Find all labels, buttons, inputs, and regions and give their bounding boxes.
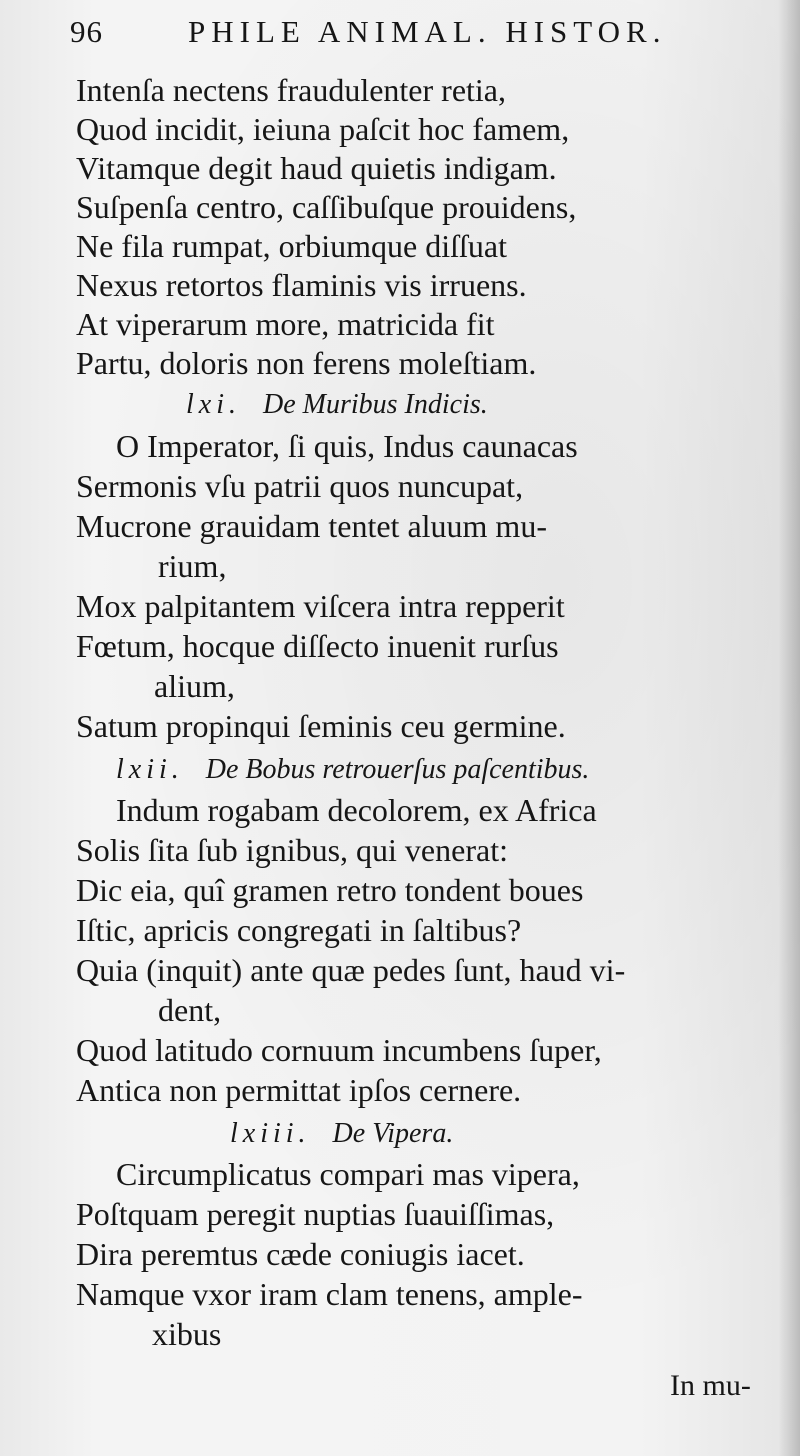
section-title: De Muribus Indicis. [263, 389, 488, 420]
verse-line: At viperarum more, matricida fit [76, 306, 495, 342]
section-number: lxiii. [230, 1118, 311, 1149]
verse-line: Ne fila rumpat, orbiumque diſſuat [76, 228, 507, 264]
verse-line: Indum rogabam decolorem, ex Africa [116, 792, 597, 828]
running-head: PHILE ANIMAL. HISTOR. [188, 14, 667, 49]
verse-line: Quod incidit, ieiuna paſcit hoc famem, [76, 111, 570, 147]
verse-line: Satum propinqui ſeminis ceu germine. [76, 708, 566, 744]
section-heading [116, 750, 589, 790]
verse-line: Poſtquam peregit nuptias ſuauiſſimas, [76, 1196, 555, 1232]
verse-line: Dira peremtus cæde coniugis iacet. [76, 1236, 525, 1272]
verse-line: Nexus retortos flaminis vis irruens. [76, 267, 527, 303]
verse-line: rium, [158, 548, 227, 584]
section-number: lxii. [116, 754, 184, 785]
section-heading [186, 385, 488, 425]
verse-line: Circumplicatus compari mas vipera, [116, 1156, 580, 1192]
verse-line: xibus [152, 1316, 222, 1352]
verse-line: Dic eia, quî gramen retro tondent boues [76, 872, 584, 908]
verse-line: Intenſa nectens fraudulenter retia, [76, 72, 506, 108]
verse-line: alium, [154, 668, 235, 704]
verse-line: Iſtic, apricis congregati in ſaltibus? [76, 912, 522, 948]
page-edge-shadow [778, 0, 800, 1456]
verse-line: Namque vxor iram clam tenens, ample- [76, 1276, 583, 1312]
section-title: De Vipera. [332, 1118, 454, 1149]
verse-line: dent, [158, 992, 222, 1028]
verse-line: Suſpenſa centro, caſſibuſque prouidens, [76, 189, 577, 225]
verse-line: Solis ſita ſub ignibus, qui venerat: [76, 832, 508, 868]
section-title: De Bobus retrouerſus paſcentibus. [205, 754, 590, 785]
verse-line: Quod latitudo cornuum incumbens ſuper, [76, 1032, 602, 1068]
verse-line: Mox palpitantem viſcera intra repperit [76, 588, 565, 624]
verse-line: Sermonis vſu patrii quos nuncupat, [76, 468, 524, 504]
page-header [70, 14, 710, 58]
verse-line: Antica non permittat ipſos cernere. [76, 1072, 522, 1108]
verse-line: Fœtum, hocque diſſecto inuenit rurſus [76, 628, 559, 664]
verse-line: Quia (inquit) ante quæ pedes ſunt, haud vi- [76, 952, 626, 988]
verse-line: Partu, doloris non ferens moleſtiam. [76, 345, 537, 381]
verse-line: Vitamque degit haud quietis indigam. [76, 150, 557, 186]
verse-line: Mucrone grauidam tentet aluum mu- [76, 508, 547, 544]
section-heading [230, 1114, 453, 1154]
section-number: lxi. [186, 389, 241, 420]
verse-line: O Imperator, ſi quis, Indus caunacas [116, 428, 578, 464]
catchword: In mu- [670, 1369, 751, 1402]
page-number: 96 [70, 14, 103, 49]
